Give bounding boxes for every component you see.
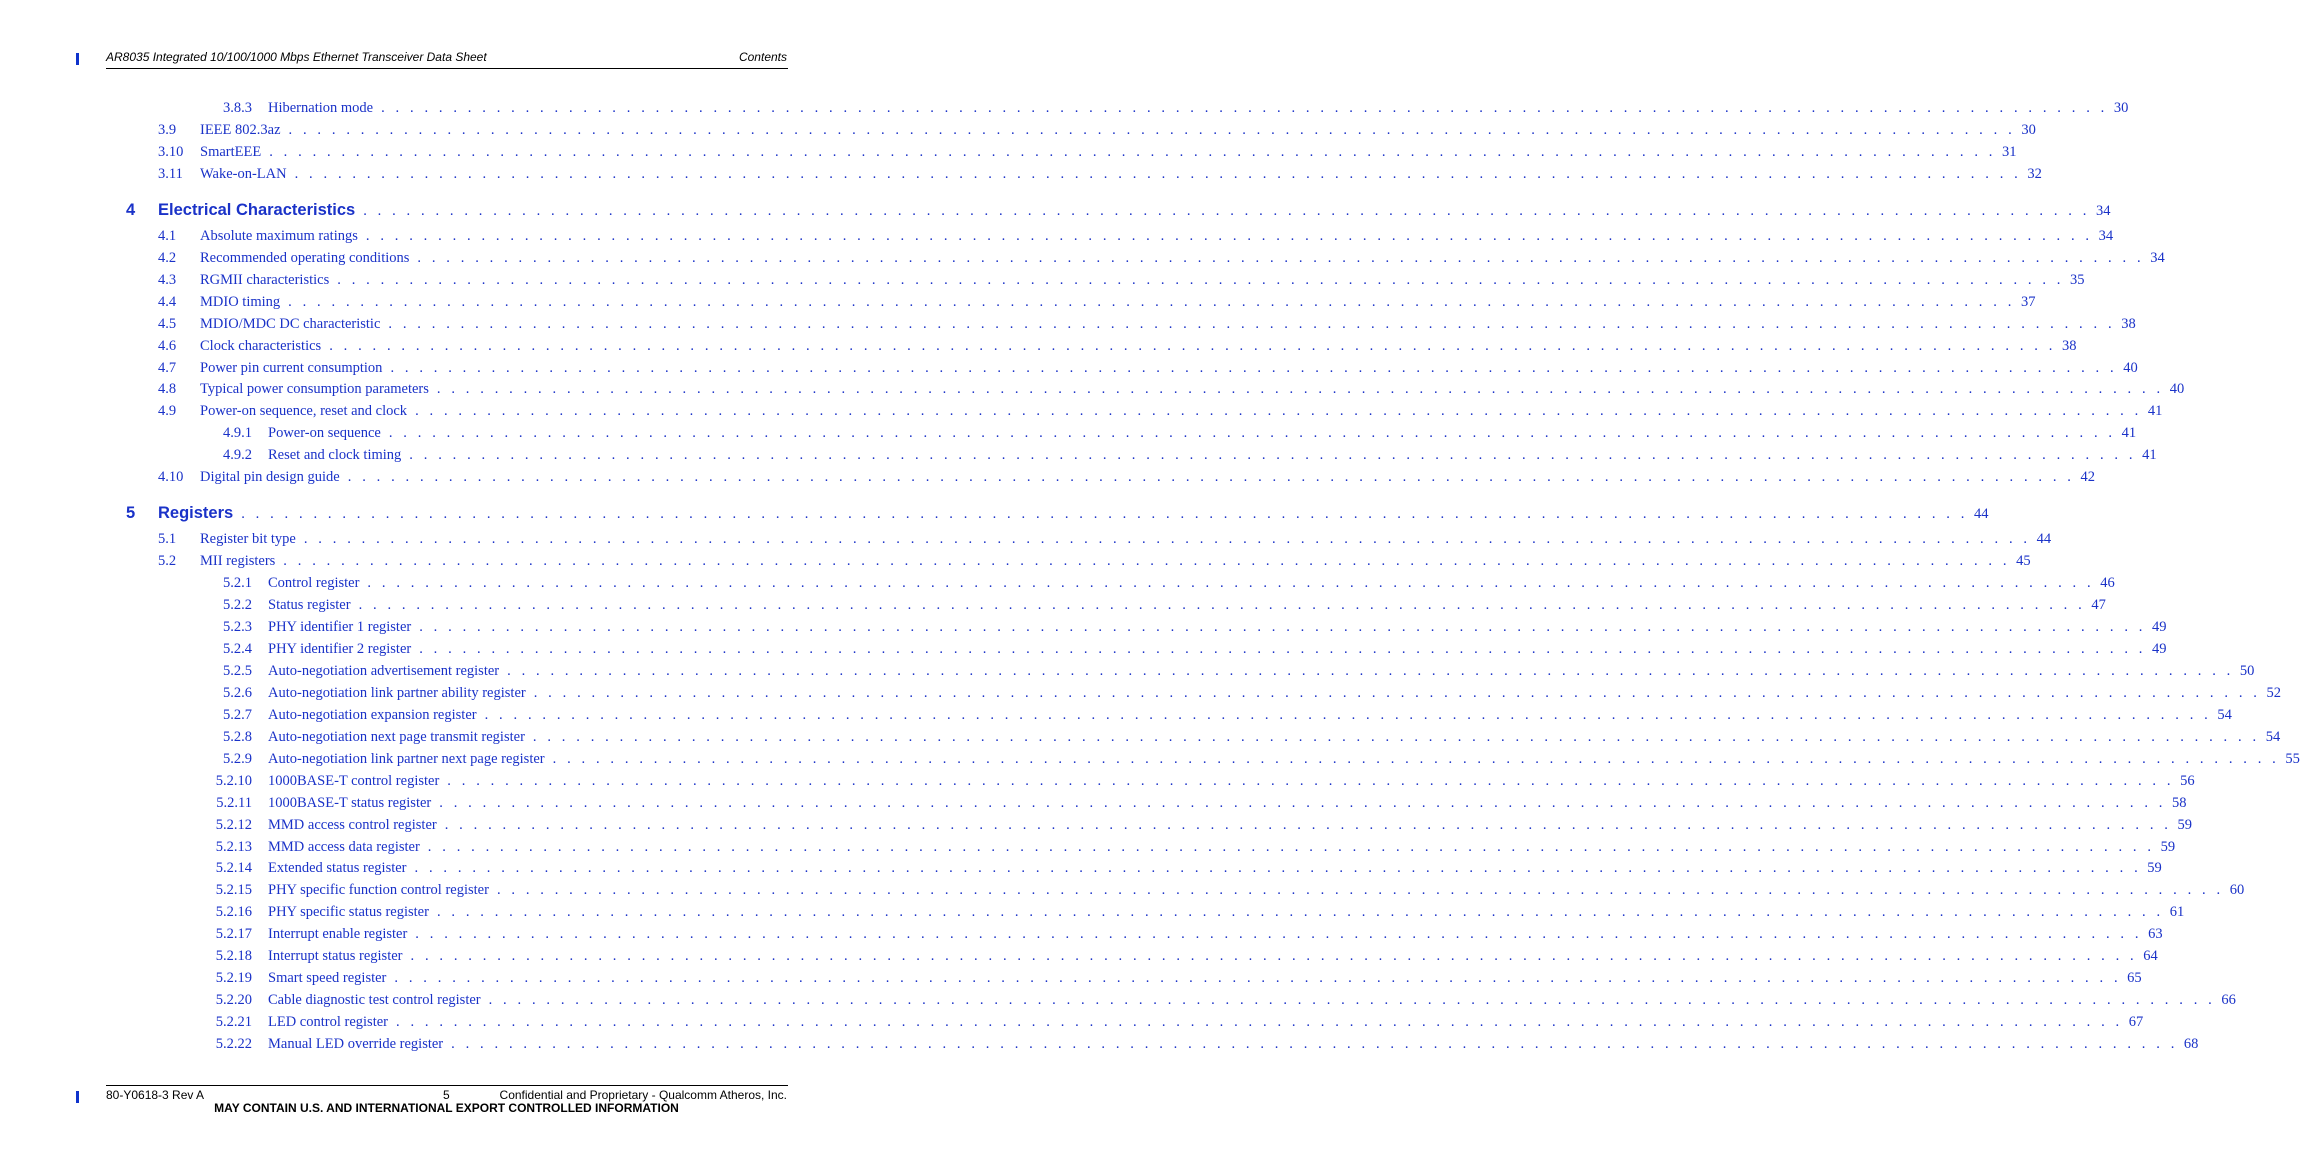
toc-entry-title: 1000BASE-T status register (268, 794, 432, 811)
toc-entry-title: MMD access data register (268, 838, 420, 855)
toc-entry-number: 5.2.3 (223, 619, 252, 635)
toc-entry-number: 4.9.2 (223, 447, 252, 464)
export-notice: MAY CONTAIN U.S. AND INTERNATIONAL EXPORT CONTROLLED INFORMATION (214, 1101, 679, 1115)
toc-entry[interactable] (223, 100, 2129, 117)
toc-entry-title: Recommended operating conditions (200, 249, 410, 266)
toc-entry-page: 41 (2147, 403, 2163, 420)
toc-entry-number: 5.2.6 (223, 684, 252, 701)
toc-entry-page: 34 (2150, 249, 2165, 266)
toc-entry[interactable] (223, 684, 2281, 702)
toc-leader-dots: . . . . . . . . . . . . . . . . . . . . . . . . . . . . . . . . . . . . . . . . . . . . . . . . . . . . . . . . . . . . . . . . . . . . . . . . . . . . . . . . . . . . . . . . . . . . . . . . . . . . . . . . . . . . . . . . . . . . . . . . (303, 531, 2031, 548)
toc-entry-page: 49 (2152, 640, 2167, 657)
toc-entry-page: 38 (2061, 337, 2077, 354)
toc-leader-dots: . . . . . . . . . . . . . . . . . . . . . . . . . . . . . . . . . . . . . . . . . . . . . . . . . . . . . . . . . . . . . . . . . . . . . . . . . . . . . . . . . . . . . . . . . . . . . . . . . . . . . . . . . . . . . . . . . . . . . . . . (532, 728, 2260, 745)
confidential-notice: Confidential and Proprietary - Qualcomm Atheros, Inc. (499, 1088, 787, 1102)
toc-entry[interactable] (223, 706, 2232, 724)
toc-leader-dots: . . . . . . . . . . . . . . . . . . . . . . . . . . . . . . . . . . . . . . . . . . . . . . . . . . . . . . . . . . . . . . . . . . . . . . . . . . . . . . . . . . . . . . . . . . . . . . . . . . . . . . . . . . . . . . . . . . . . . . . . (447, 772, 2175, 789)
toc-entry-title: IEEE 802.3az (200, 121, 281, 138)
toc-entry-number: 3.10 (158, 143, 184, 160)
toc-leader-dots: . . . . . . . . . . . . . . . . . . . . . . . . . . . . . . . . . . . . . . . . . . . . . . . . . . . . . . . . . . . . . . . . . . . . . . . . . . . . . . . . . . . . . . . . . . . . . . . . . . . . . . . . . . . . . . . . . . . . . . . . (451, 1036, 2178, 1053)
toc-entry-number: 5.2.1 (223, 575, 252, 592)
toc-entry[interactable] (158, 531, 2052, 548)
toc-leader-dots: . . . . . . . . . . . . . . . . . . . . . . . . . . . . . . . . . . . . . . . . . . . . . . . . . . . . . . . . . . . . . . . . . . . . . . . . . . . . . . . . . . . . . . . . . . . . . . . . . . . . . . . . . . . . . . . . . . . . . . . . (496, 882, 2224, 899)
toc-leader-dots: . . . . . . . . . . . . . . . . . . . . . . . . . . . . . . . . . . . . . . . . . . . . . . . . . . . . . . . . . . . . . . . . . . . . . . . . . . . . . . . . . . . . . . . . . . . . . . . . . . . . . . . . . . . . . . . . . . . . . . . . (409, 447, 2137, 464)
toc-entry-page: 68 (2183, 1036, 2199, 1053)
document-title: AR8035 Integrated 10/100/1000 Mbps Ethernet Transceiver Data Sheet (106, 50, 487, 64)
toc-entry[interactable] (223, 447, 2157, 464)
toc-entry-title: Power-on sequence, reset and clock (200, 403, 408, 420)
toc-leader-dots: . . . . . . . . . . . . . . . . . . . . . . . . . . . . . . . . . . . . . . . . . . . . . . . . . . . . . . . . . . . . . . . . . . . . . . . . . . . . . . . . . . . . . . . . . . . . . . . . . . . . . . . . . . . . . . . . . . . . . . . . (415, 403, 2142, 420)
toc-entry-number: 3.9 (158, 121, 177, 138)
toc-entry-number: 4.4 (158, 293, 177, 310)
toc-entry-number: 5.1 (158, 531, 177, 548)
toc-entry-number: 3.8.3 (223, 100, 252, 116)
toc-entry[interactable] (215, 838, 2176, 856)
toc-leader-dots: . . . . . . . . . . . . . . . . . . . . . . . . . . . . . . . . . . . . . . . . . . . . . . . . . . . . . . . . . . . . . . . . . . . . . . . . . . . . . . . . . . . . . . . . . . . . . . . . . . . . . . . . . . . . . . . . . . . . . . . . (396, 1014, 2123, 1031)
toc-entry[interactable] (216, 794, 2187, 812)
toc-leader-dots: . . . . . . . . . . . . . . . . . . . . . . . . . . . . . . . . . . . . . . . . . . . . . . . . . . . . . . . . . . . . . . . . . . . . . . . . . . . . . . . . . . . . . . . . . . . . . . . . . . . . . . . . . . . . . . . . . . . . . . . . (414, 860, 2142, 877)
toc-entry-number: 5.2.19 (215, 970, 252, 987)
toc-entry[interactable] (126, 200, 2111, 220)
toc-entry-number: 5.2.17 (215, 926, 252, 943)
toc-entry-title: Power pin current consumption (200, 359, 383, 376)
toc-entry-number: 5.2.12 (215, 816, 252, 833)
toc-entry-title: SmartEEE (200, 143, 262, 160)
toc-entry-page: 64 (2143, 948, 2158, 965)
toc-leader-dots: . . . . . . . . . . . . . . . . . . . . . . . . . . . . . . . . . . . . . . . . . . . . . . . . . . . . . . . . . . . . . . . . . . . . . . . . . . . . . . . . . . . . . . . . . . . . . . . . . . . . . . . . . . . . . . . . . . . . . . . . (381, 100, 2108, 116)
toc-leader-dots: . . . . . . . . . . . . . . . . . . . . . . . . . . . . . . . . . . . . . . . . . . . . . . . . . . . . . . . . . . . . . . . . . . . . . . . . . . . . . . . . . . . . . . . . . . . . . . . . . . . . . . . . . . . . . . . . . . . . . . . . (488, 992, 2216, 1009)
toc-entry-number: 5.2.5 (223, 662, 252, 679)
toc-entry-title: PHY identifier 1 register (268, 619, 412, 635)
toc-leader-dots: . . . . . . . . . . . . . . . . . . . . . . . . . . . . . . . . . . . . . . . . . . . . . . . . . . . . . . . . . . . . . . . . . . . . . . . . . . . . . . . . . . . . . . . . . . . . . . . . . . . . . . . . . . . . . . . . . . . . . . . . (283, 553, 2011, 570)
document-number: 80-Y0618-3 Rev A (106, 1088, 205, 1102)
toc-entry-page: 50 (2239, 662, 2255, 679)
toc-leader-dots: . . . . . . . . . . . . . . . . . . . . . . . . . . . . . . . . . . . . . . . . . . . . . . . . . . . . . . . . . . . . . . . . . . . . . . . . . . . . . . . . . . . . . . . . . . . . . . . . . . . . . . . . . . . . . . . . . . . . . . . . (436, 904, 2164, 921)
toc-entry-page: 32 (2027, 165, 2042, 182)
toc-entry-title: Hibernation mode (268, 100, 374, 116)
toc-entry[interactable] (158, 271, 2085, 289)
toc-entry-title: Status register (268, 597, 351, 614)
toc-entry[interactable] (215, 948, 2158, 965)
toc-entry[interactable] (158, 381, 2185, 398)
toc-entry[interactable] (223, 640, 2167, 658)
toc-entry-page: 55 (2285, 750, 2300, 767)
toc-entry-title: MDIO/MDC DC characteristic (200, 315, 381, 332)
toc-leader-dots: . . . . . . . . . . . . . . . . . . . . . . . . . . . . . . . . . . . . . . . . . . . . . . . . . . . . . . . . . . . . . . . . . . . . . . . . . . . . . . . . . . . . . . . . . . . . . . . . . . . . . . . . . . . . . . . . . . . . . . . . (367, 575, 2095, 592)
toc-leader-dots: . . . . . . . . . . . . . . . . . . . . . . . . . . . . . . . . . . . . . . . . . . . . . . . . . . . . . . . . . . . . . . . . . . . . . . . . . . . . . . . . . . . . . . . . . . . . . . . . . . . . . . . . . . . . . . . . . . . . . . . . (365, 227, 2093, 244)
toc-entry-number: 5.2.11 (216, 794, 252, 811)
toc-entry-page: 44 (2036, 531, 2052, 548)
toc-leader-dots: . . . . . . . . . . . . . . . . . . . . . . . . . . . . . . . . . . . . . . . . . . . . . . . . . . . . . . . . . . . . . . . . . . . . . . . . . . . . . . . . . . . . . . . . . . . . . . . . . . . . . . . . . . . . . . . . . . . . . . . . (439, 794, 2167, 811)
toc-entry[interactable] (158, 469, 2096, 486)
toc-leader-dots: . . . . . . . . . . . . . . . . . . . . . . . . . . . . . . . . . . . . . . . . . . . . . . . . . . . . . . . . . . . . . . . . . . . . . . . . . . . . . . . . . . . . . . . . . . . . . . . . . . . . . . . . . . . . . . . . . . . . . . . . (444, 816, 2172, 833)
toc-entry-number: 4.9.1 (223, 425, 252, 442)
toc-entry-number: 4.10 (158, 469, 184, 486)
toc-entry-page: 46 (2100, 575, 2115, 592)
toc-entry-page: 40 (2169, 381, 2185, 398)
header-rule (106, 68, 788, 69)
toc-entry-page: 31 (2002, 143, 2017, 160)
toc-entry-number: 5 (126, 504, 136, 523)
toc-entry-title: MDIO timing (200, 293, 281, 310)
toc-entry-page: 66 (2221, 992, 2236, 1009)
toc-entry[interactable] (223, 597, 2106, 614)
toc-entry-title: Absolute maximum ratings (200, 227, 358, 244)
toc-entry[interactable] (223, 619, 2167, 636)
toc-leader-dots: . . . . . . . . . . . . . . . . . . . . . . . . . . . . . . . . . . . . . . . . . . . . . . . . . . . . . . . . . . . . . . . . . . . . . . . . . . . . . . . . . . . . . . . . . . . . . . . . . . . . . . . . . . . . . . . . . . . . . . . . (552, 750, 2280, 767)
toc-entry-page: 41 (2121, 425, 2137, 442)
toc-entry[interactable] (215, 816, 2192, 834)
toc-entry-title: PHY specific function control register (268, 882, 489, 899)
toc-entry-number: 4.7 (158, 359, 177, 376)
toc-leader-dots: . . . . . . . . . . . . . . . . . . . . . . . . . . . . . . . . . . . . . . . . . . . . . . . . . . . . . . . . . . . . . . . . . . . . . . . . . . . . . . . . . . . . . . . . . . . . . . . . . . . . . . . . . . . . . . . . . . . . . . . . (288, 121, 2016, 138)
toc-entry-page: 35 (2070, 271, 2085, 288)
toc-entry[interactable] (215, 1036, 2199, 1053)
toc-entry-title: 1000BASE-T control register (268, 772, 440, 789)
toc-entry[interactable] (223, 750, 2300, 768)
toc-entry-title: Wake-on-LAN (200, 165, 287, 182)
toc-leader-dots: . . . . . . . . . . . . . . . . . . . . . . . . . . . . . . . . . . . . . . . . . . . . . . . . . . . . . . . . . . . . . . . . . . . . . . . . . . . . . . . . . . . . . . . . . . . . . . . . . . . . . . . . . . . . . . . . . . . . . . . . (419, 619, 2146, 635)
toc-entry-number: 4.3 (158, 271, 177, 288)
toc-entry-page: 59 (2147, 860, 2162, 877)
toc-entry-page: 30 (2021, 121, 2036, 138)
toc-entry-page: 47 (2091, 597, 2106, 614)
toc-entry-title: Control register (268, 575, 360, 592)
toc-entry[interactable] (158, 165, 2042, 183)
toc-entry-number: 5.2.21 (215, 1014, 252, 1031)
toc-entry-page: 34 (2098, 227, 2114, 244)
toc-entry[interactable] (215, 926, 2163, 943)
toc-entry-number: 5.2.14 (215, 860, 252, 877)
toc-entry-page: 40 (2123, 359, 2138, 376)
toc-entry-title: Registers (158, 504, 234, 523)
toc-leader-dots: . . . . . . . . . . . . . . . . . . . . . . . . . . . . . . . . . . . . . . . . . . . . . . . . . . . . . . . . . . . . . . . . . . . . . . . . . . . . . . . . . . . . . . . . . . . . . . . . . . . . . . . . . . . . . . . . . . . . . . . . (390, 359, 2118, 376)
toc-leader-dots: . . . . . . . . . . . . . . . . . . . . . . . . . . . . . . . . . . . . . . . . . . . . . . . . . . . . . . . . . . . . . . . . . . . . . . . . . . . . . . . . . . . . . . . . . . . . . . . . . . . . . . . . . . . . . . . . . . . . . . . . (419, 640, 2146, 657)
toc-entry[interactable] (158, 403, 2163, 420)
toc-leader-dots: . . . . . . . . . . . . . . . . . . . . . . . . . . . . . . . . . . . . . . . . . . . . . . . . . . . . . . . . . . . . . . . . . . . . . . . . . . . . . . . . . . . . . . . . . . . . . . . . . . . . . . . . . . . . . . . . . . . . . . . . (507, 662, 2234, 679)
toc-entry-number: 5.2.2 (223, 597, 252, 614)
toc-entry-page: 52 (2266, 684, 2281, 701)
toc-entry[interactable] (215, 1014, 2144, 1031)
toc-leader-dots: . . . . . . . . . . . . . . . . . . . . . . . . . . . . . . . . . . . . . . . . . . . . . . . . . . . . . . . . . . . . . . . . . . . . . . . . . . . . . . . . . . . . . . . . . . . . . . . . . . . . . . . . . . . . . . . . . . . . . . . . (337, 271, 2065, 288)
toc-entry-title: Digital pin design guide (200, 469, 340, 486)
footer-rule (106, 1085, 788, 1086)
page-number: 5 (443, 1088, 450, 1102)
toc-entry-page: 59 (2160, 838, 2176, 855)
toc-entry-title: Auto-negotiation link partner ability register (268, 684, 526, 701)
toc-leader-dots: . . . . . . . . . . . . . . . . . . . . . . . . . . . . . . . . . . . . . . . . . . . . . . . . . . . . . . . . . . . . . . . . . . . . . . . . . . . . . . . . . . . . . . . . . . . . . . . . . . . . . . . . . . . . . . . . . . . . . . . . (329, 337, 2056, 354)
toc-entry-number: 4.9 (158, 403, 177, 420)
toc-leader-dots: . . . . . . . . . . . . . . . . . . . . . . . . . . . . . . . . . . . . . . . . . . . . . . . . . . . . . . . . . . . . . . . . . . . . . . . . . . . . . . . . . . . . . . . . . . . . . . . . . . . . . . . . . . . . . . . . . . . . . . . . (436, 381, 2164, 398)
toc-entry[interactable] (223, 662, 2255, 680)
toc-entry-number: 4.2 (158, 249, 177, 266)
toc-entry-page: 41 (2142, 447, 2157, 464)
toc-leader-dots: . . . . . . . . . . . . . . . . . . . . . . . . . . . . . . . . . . . . . . . . . . . . . . . . . . . . . . . . . . . . . . . . . . . . . . . . . . . . . . . . . . . . . . . . . . . . . . . . . . . . . . . . . . . . . . . . . . . . . . . . (363, 202, 2090, 219)
toc-leader-dots: . . . . . . . . . . . . . . . . . . . . . . . . . . . . . . . . . . . . . . . . . . . . . . . . . . . . . . . . . . . . . . . . . . . . . . . . . . . . . . . . . . . . . . . . . . . . . . . . . . . . . . . . . . . . . . . . . . . . . . . . (417, 249, 2145, 266)
toc-entry[interactable] (158, 143, 2017, 161)
toc-entry-number: 5.2.16 (215, 904, 252, 921)
toc-leader-dots: . . . . . . . . . . . . . . . . . . . . . . . . . . . . . . . . . . . . . . . . . . . . . . . . . . . . . . . . . . . . . . . . . . . . . . . . . . . . . . . . . . . . . . . . . . . . . . . . . . . . . . . . . . . . . . . . . . . . . . . . (415, 926, 2143, 943)
toc-entry-title: Auto-negotiation advertisement register (268, 662, 500, 679)
toc-leader-dots: . . . . . . . . . . . . . . . . . . . . . . . . . . . . . . . . . . . . . . . . . . . . . . . . . . . . . . . . . . . . . . . . . . . . . . . . . . . . . . . . . . . . . . . . . . . . . . . . . . . . . . . . . . . . . . . . . . . . . . . . (410, 948, 2138, 965)
toc-entry[interactable] (223, 575, 2115, 592)
toc-entry-number: 5.2.7 (223, 706, 252, 723)
toc-entry-number: 5.2.13 (215, 838, 252, 855)
toc-entry-number: 5.2.10 (215, 772, 252, 789)
toc-entry[interactable] (158, 315, 2136, 333)
toc-entry-page: 38 (2121, 315, 2136, 332)
toc-entry[interactable] (223, 425, 2137, 442)
toc-entry-title: MII registers (200, 553, 276, 570)
toc-entry[interactable] (223, 728, 2281, 746)
toc-entry-page: 58 (2172, 794, 2187, 811)
toc-entry-page: 49 (2152, 619, 2167, 635)
toc-entry-number: 4.5 (158, 315, 177, 332)
toc-leader-dots: . . . . . . . . . . . . . . . . . . . . . . . . . . . . . . . . . . . . . . . . . . . . . . . . . . . . . . . . . . . . . . . . . . . . . . . . . . . . . . . . . . . . . . . . . . . . . . . . . . . . . . . . . . . . . . . . . . . . . . . . (388, 425, 2116, 442)
toc-entry-number: 5.2.22 (215, 1036, 252, 1053)
toc-entry[interactable] (215, 904, 2185, 921)
toc-entry-title: Register bit type (200, 531, 296, 548)
toc-entry[interactable] (158, 553, 2031, 570)
toc-entry-title: Auto-negotiation expansion register (268, 706, 477, 723)
toc-entry-title: Manual LED override register (268, 1036, 444, 1053)
toc-entry-title: Interrupt enable register (268, 926, 408, 943)
toc-entry-title: Typical power consumption parameters (200, 381, 429, 398)
toc-leader-dots: . . . . . . . . . . . . . . . . . . . . . . . . . . . . . . . . . . . . . . . . . . . . . . . . . . . . . . . . . . . . . . . . . . . . . . . . . . . . . . . . . . . . . . . . . . . . . . . . . . . . . . . . . . . . . . . . . . . . . . . . (388, 315, 2116, 332)
toc-entry-page: 54 (2217, 706, 2232, 723)
toc-leader-dots: . . . . . . . . . . . . . . . . . . . . . . . . . . . . . . . . . . . . . . . . . . . . . . . . . . . . . . . . . . . . . . . . . . . . . . . . . . . . . . . . . . . . . . . . . . . . . . . . . . . . . . . . . . . . . . . . . . . . . . . . (347, 469, 2075, 486)
toc-entry-number: 4.1 (158, 227, 177, 244)
toc-entry-number: 4.8 (158, 381, 177, 398)
toc-entry-number: 4 (126, 200, 136, 219)
toc-entry[interactable] (215, 882, 2245, 899)
toc-entry-title: Clock characteristics (200, 337, 322, 354)
toc-entry[interactable] (126, 504, 1989, 523)
toc-entry-title: Auto-negotiation next page transmit register (268, 728, 525, 745)
toc-entry[interactable] (158, 249, 2165, 267)
toc-leader-dots: . . . . . . . . . . . . . . . . . . . . . . . . . . . . . . . . . . . . . . . . . . . . . . . . . . . . . . . . . . . . . . . . . . . . . . . . . . . . . . . . . . . . . . . . . . . . . . . . . . . . . . . . . . . . . . . . . . . . . . . . (427, 838, 2155, 855)
toc-leader-dots: . . . . . . . . . . . . . . . . . . . . . . . . . . . . . . . . . . . . . . . . . . . . . . . . . . . . . . . . . . . . . . . . . . . . . . . . . . . . . . . . . . . . . . . . . . . . . . . . . . . . . . . . . . . . . . . . . . . . . . . . (269, 143, 1996, 160)
toc-entry-number: 5.2.9 (223, 750, 252, 767)
toc-entry[interactable] (158, 121, 2036, 139)
toc-entry-number: 5.2.15 (215, 882, 252, 899)
toc-entry[interactable] (158, 227, 2114, 245)
toc-entry-title: Smart speed register (268, 970, 387, 987)
toc-leader-dots: . . . . . . . . . . . . . . . . . . . . . . . . . . . . . . . . . . . . . . . . . . . . . . . . . . . . . . . . . . . . . . . . . . . . . . . . . . . . . . . . . . . . . . . . . . . . . . . . . . . . . . . . . . . . . . . . . . . . . . . . (358, 597, 2086, 614)
toc-entry-title: PHY identifier 2 register (268, 640, 412, 657)
toc-entry-page: 60 (2229, 882, 2245, 899)
toc-entry-page: 61 (2169, 904, 2185, 921)
toc-entry[interactable] (215, 992, 2236, 1009)
toc-entry-title: Auto-negotiation link partner next page register (268, 750, 545, 767)
toc-entry-title: LED control register (268, 1014, 388, 1031)
toc-entry-title: PHY specific status register (268, 904, 429, 921)
toc-entry-title: RGMII characteristics (200, 271, 330, 288)
toc-entry-number: 3.11 (158, 165, 183, 182)
toc-entry-page: 42 (2080, 469, 2096, 486)
toc-entry-title: Power-on sequence (268, 425, 381, 442)
toc-entry-number: 5.2.4 (223, 640, 252, 657)
toc-leader-dots: . . . . . . . . . . . . . . . . . . . . . . . . . . . . . . . . . . . . . . . . . . . . . . . . . . . . . . . . . . . . . . . . . . . . . . . . . . . . . . . . . . . . . . . . . . . . . . . . . . . . . . . . . . . . . . . . . . . . . . . . (288, 293, 2015, 310)
toc-leader-dots: . . . . . . . . . . . . . . . . . . . . . . . . . . . . . . . . . . . . . . . . . . . . . . . . . . . . . . . . . . . . . . . . . . . . . . . . . . . . . . . . . . . . . . . . . . . . . . . . . . . . . . . . . . . . . . . . . . . . . . . . (484, 706, 2212, 723)
toc-entry-page: 30 (2113, 100, 2129, 116)
toc-entry-page: 56 (2180, 772, 2195, 789)
toc-entry-number: 5.2.18 (215, 948, 252, 965)
toc-entry-page: 67 (2128, 1014, 2144, 1031)
toc-entry-page: 63 (2148, 926, 2163, 943)
toc-leader-dots: . . . . . . . . . . . . . . . . . . . . . . . . . . . . . . . . . . . . . . . . . . . . . . . . . . . . . . . . . . . . . . . . . . . . . . . . . . . . . . . . . . . . . . . . . . . . . . . . . . . . . . . . . . . . . . . . . . . . . . . . (533, 684, 2261, 701)
toc-entry-title: Extended status register (268, 860, 407, 877)
toc-entry-number: 5.2.8 (223, 728, 252, 745)
toc-leader-dots: . . . . . . . . . . . . . . . . . . . . . . . . . . . . . . . . . . . . . . . . . . . . . . . . . . . . . . . . . . . . . . . . . . . . . . . . . . . . . . . . . . . . . . . . . . . . . . . . . . . . . . . . . . . . . . . . . . . . . . . . (394, 970, 2122, 987)
toc-entry-title: Interrupt status register (268, 948, 403, 965)
toc-entry-page: 65 (2127, 970, 2142, 987)
toc-entry[interactable] (215, 772, 2195, 790)
toc-entry-page: 45 (2016, 553, 2031, 570)
toc-entry-number: 5.2 (158, 553, 177, 570)
toc-entry-page: 59 (2177, 816, 2192, 833)
toc-entry[interactable] (158, 359, 2138, 377)
toc-entry-page: 54 (2265, 728, 2281, 745)
section-name: Contents (738, 50, 787, 64)
toc-entry-number: 4.6 (158, 337, 177, 354)
toc-entry[interactable] (215, 860, 2162, 877)
toc-entry[interactable] (158, 337, 2077, 355)
toc-leader-dots: . . . . . . . . . . . . . . . . . . . . . . . . . . . . . . . . . . . . . . . . . . . . . . . . . . . . . . . . . . . . . . . . . . . . . . . . . . . . . . . . . . . . . . . . . . . . . . . . . . . . . . . . . . . . . . . . . . . . . . . . (241, 506, 1968, 523)
toc-entry-page: 37 (2020, 293, 2036, 310)
header-margin-bar (76, 53, 79, 65)
toc-entry-number: 5.2.20 (215, 992, 252, 1009)
toc-entry-title: MMD access control register (268, 816, 437, 833)
toc-entry-title: Reset and clock timing (268, 447, 402, 464)
toc-entry-page: 34 (2095, 202, 2111, 219)
toc-leader-dots: . . . . . . . . . . . . . . . . . . . . . . . . . . . . . . . . . . . . . . . . . . . . . . . . . . . . . . . . . . . . . . . . . . . . . . . . . . . . . . . . . . . . . . . . . . . . . . . . . . . . . . . . . . . . . . . . . . . . . . . . (294, 165, 2022, 182)
toc-entry[interactable] (158, 293, 2036, 311)
toc-entry[interactable] (215, 970, 2142, 987)
toc-entry-title: Electrical Characteristics (158, 200, 356, 219)
toc-entry-page: 44 (1973, 506, 1989, 523)
toc-entry-title: Cable diagnostic test control register (268, 992, 481, 1009)
